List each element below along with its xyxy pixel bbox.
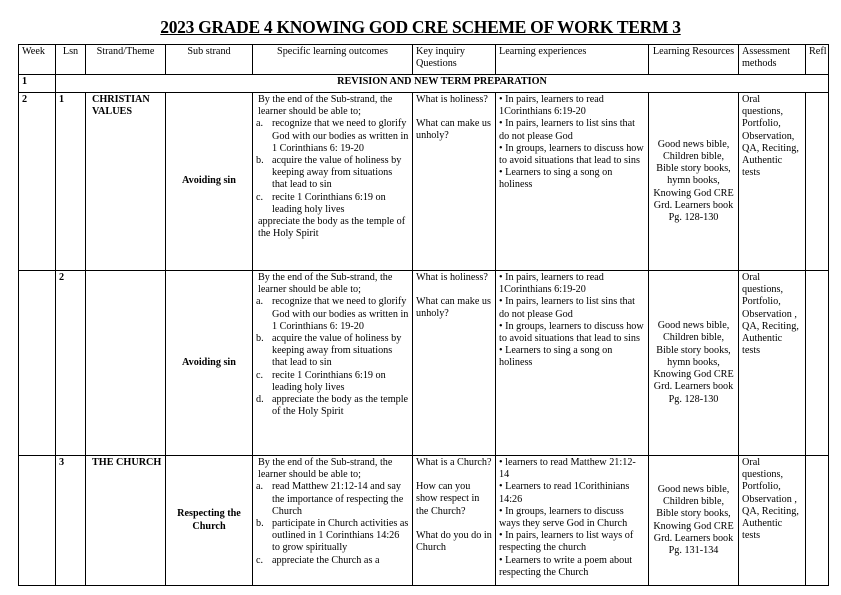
experience-item: • In pairs, learners to list sins that do not please God (499, 118, 635, 142)
strand-cell: CHRISTIAN VALUES (86, 93, 166, 271)
experience-item: • learners to read Matthew 21:12-14 (499, 457, 636, 481)
outcome-tail: appreciate the body as the temple of the Holy Spirit (258, 216, 406, 240)
experience-item: • In pairs, learners to read 1Corinthians 6:19-20 (499, 94, 604, 118)
resources-cell: Good news bible, Children bible, Bible story books, hymn books, Knowing God CRE Grd. Learners book Pg. 128-130 (649, 271, 739, 456)
lesson-row (19, 93, 829, 271)
assessment-cell: Oral questions, Portfolio, Observation , QA, Reciting, Authentic tests (739, 271, 806, 456)
week-cell: 1 (19, 75, 56, 93)
lesson-cell: 1 (56, 93, 86, 271)
outcome-item: a. recognize that we need to glorify God with our bodies as written in 1 Corinthians 6: 19-20 (256, 296, 409, 332)
outcomes-cell: By the end of the Sub-strand, the learner should be able to; a. read Matthew 21:12-14 and say the importance of respecting the Church b. participate in Church activities as outlined in 1 Corinthians 14:26 to grow spiritually c. appreciate the Church as a (253, 456, 413, 586)
experience-item: • Learners to sing a song on holiness (499, 167, 613, 191)
outcomes-cell: By the end of the Sub-strand, the learner should be able to; a. recognize that we need to glorify God with our bodies as written in 1 Corinthians 6: 19-20 b. acquire the value of holiness by keeping away from situations that lead to sin c. recite 1 Corinthians 6:19 on leading holy lives d. appreciate the body as the temple of the Holy Spirit (253, 271, 413, 456)
outcomes-cell: By the end of the Sub-strand, the learner should be able to; a. recognize that we need to glorify God with our bodies as written in 1 Corinthians 6: 19-20 b. acquire the value of holiness by keeping away from situations that lead to sin c. recite 1 Corinthians 6:19 on leading holy lives appreciate the body as the temple of the Holy Spirit (253, 93, 413, 271)
lesson-cell: 3 (56, 456, 86, 586)
questions-cell (413, 93, 496, 271)
outcome-item: d. appreciate the body as the temple of the Holy Spirit (256, 394, 409, 418)
header-lesson: Lsn (56, 45, 86, 75)
outcome-item: b. acquire the value of holiness by keeping away from situations that lead to sin (256, 155, 402, 191)
revision-row (19, 75, 829, 93)
resources-cell: Good news bible, Children bible, Bible story books, hymn books, Knowing God CRE Grd. Learners book Pg. 128-130 (649, 93, 739, 271)
inquiry-question: How can you show respect in the Church? (416, 481, 480, 517)
questions-cell (413, 271, 496, 456)
outcome-item: b. acquire the value of holiness by keeping away from situations that lead to sin (256, 333, 402, 369)
lesson-row (19, 271, 829, 456)
inquiry-question: What do you do in Church (416, 529, 492, 554)
inquiry-question: What is holiness? (416, 272, 488, 283)
experience-item: • In pairs, learners to list sins that do not please God (499, 296, 635, 320)
reflection-cell (806, 456, 829, 586)
substrand-cell: Avoiding sin (166, 271, 253, 456)
experience-item: • Learners to read 1Corithinians 14:26 (499, 481, 630, 505)
lesson-row (19, 456, 829, 586)
experience-item: • In pairs, learners to read 1Corinthians 6:19-20 (499, 272, 604, 296)
experience-item: • Learners to write a poem about respecting the Church (499, 554, 633, 578)
outcome-item: c. recite 1 Corinthians 6:19 on leading holy lives (256, 369, 386, 393)
outcome-item: c. recite 1 Corinthians 6:19 on leading holy lives (256, 191, 386, 215)
header-outcomes: Specific learning outcomes (253, 45, 413, 75)
inquiry-question: What can make us unholy? (416, 296, 491, 320)
assessment-cell: Oral questions, Portfolio, Observation, QA, Reciting, Authentic tests (739, 93, 806, 271)
header-experiences: Learning experiences (496, 45, 649, 75)
outcome-item: a. recognize that we need to glorify God with our bodies as written in 1 Corinthians 6: 19-20 (256, 118, 409, 154)
experiences-cell (496, 456, 649, 586)
reflection-cell (806, 93, 829, 271)
experience-item: • Learners to sing a song on holiness (499, 345, 613, 369)
experience-item: • In groups, learners to discuss ways they serve God in Church (499, 505, 628, 530)
reflection-cell (806, 271, 829, 456)
experience-item: • In groups, learners to discuss how to avoid situations that lead to sins (499, 320, 644, 345)
header-substrand: Sub strand (166, 45, 253, 75)
header-resources: Learning Resources (649, 45, 739, 75)
header-questions: Key inquiry Questions (413, 45, 496, 75)
outcome-item: a. read Matthew 21:12-14 and say the importance of respecting the Church (256, 481, 404, 517)
outcome-item: c. appreciate the Church as a (256, 554, 380, 566)
outcome-item: b. participate in Church activities as outlined in 1 Corinthians 14:26 to grow spiritually (256, 518, 409, 554)
inquiry-question: What is a Church? (416, 457, 492, 468)
header-reflection: Refl (806, 45, 829, 75)
substrand-cell: Avoiding sin (166, 93, 253, 271)
strand-cell: THE CHURCH (86, 456, 166, 586)
week-cell: 2 (19, 93, 56, 271)
document-title: 2023 GRADE 4 KNOWING GOD CRE SCHEME OF WORK TERM 3 (160, 17, 681, 37)
assessment-cell: Oral questions, Portfolio, Observation , QA, Reciting, Authentic tests (739, 456, 806, 586)
experience-item: • In pairs, learners to list ways of respecting the church (499, 530, 634, 554)
lesson-cell: 2 (56, 271, 86, 456)
inquiry-question: What can make us unholy? (416, 118, 491, 142)
substrand-cell: Respecting the Church (166, 456, 253, 586)
header-assessment: Assessment methods (739, 45, 806, 75)
experiences-cell (496, 93, 649, 271)
header-week: Week (19, 45, 56, 75)
strand-cell (86, 271, 166, 456)
week-cell (19, 271, 56, 456)
experiences-cell (496, 271, 649, 456)
week-cell (19, 456, 56, 586)
questions-cell (413, 456, 496, 586)
header-strand: Strand/Theme (86, 45, 166, 75)
inquiry-question: What is holiness? (416, 94, 488, 105)
resources-cell: Good news bible, Children bible, Bible story books, Knowing God CRE Grd. Learners book Pg. 131-134 (649, 456, 739, 586)
scheme-of-work-table (18, 44, 829, 586)
revision-text: REVISION AND NEW TERM PREPARATION (56, 75, 829, 93)
experience-item: • In groups, learners to discuss how to avoid situations that lead to sins (499, 142, 644, 167)
